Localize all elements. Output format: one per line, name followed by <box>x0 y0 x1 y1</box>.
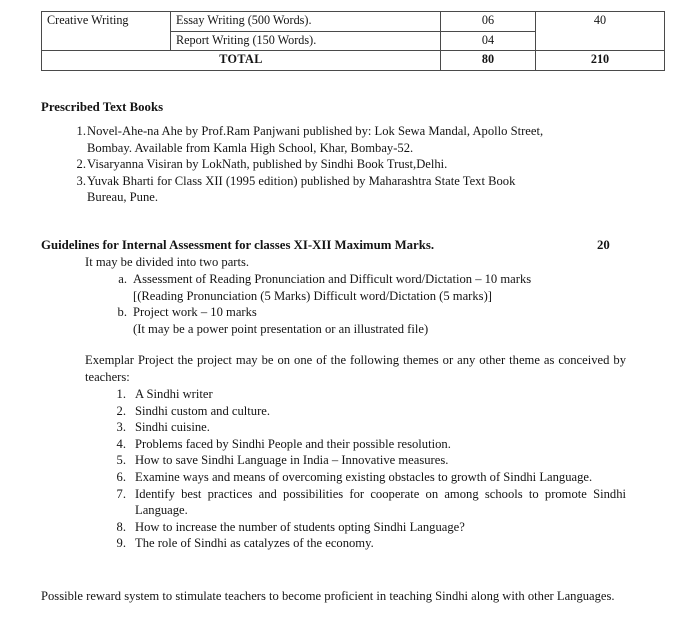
list-item-text: Visaryanna Visiran by LokNath, published by Sindhi Book Trust,Delhi. <box>87 157 448 172</box>
list-item <box>85 419 626 436</box>
table-cell-area: Creative Writing <box>42 12 171 51</box>
table-cell-marks: 04 <box>441 31 536 51</box>
list-item <box>85 304 630 337</box>
list-item-text: Yuvak Bharti for Class XII (1995 edition) published by Maharashtra State Text Book <box>87 173 516 188</box>
list-item-text: Bombay. Available from Kamla High School, Khar, Bombay-52. <box>87 140 414 155</box>
list-item <box>85 403 626 420</box>
list-item-text: Problems faced by Sindhi People and their possible resolution. <box>135 436 451 451</box>
list-item-number: a. <box>118 272 127 286</box>
list-item-number: 2. <box>116 403 126 418</box>
list-item-number: 4. <box>116 436 126 451</box>
list-item-number: 1. <box>76 124 86 138</box>
list-item-text: A Sindhi writer <box>135 387 213 401</box>
list-item-text: How to save Sindhi Language in India – Innovative measures. <box>135 453 449 468</box>
marks-table <box>41 11 665 71</box>
guidelines-intro: It may be divided into two parts. <box>85 255 250 269</box>
list-item-number: 3. <box>116 420 126 435</box>
list-item <box>85 436 626 453</box>
table-cell-grand-total: 210 <box>536 51 665 71</box>
list-item-text: Project work – 10 marks <box>133 305 257 320</box>
list-item-text: Bureau, Pune. <box>87 190 158 205</box>
closing-paragraph: Possible reward system to stimulate teachers to become proficient in teaching Sindhi along with other Languages. <box>41 589 615 603</box>
list-item-continuation: [(Reading Pronunciation (5 Marks) Difficult word/Dictation (5 marks)] <box>133 288 492 303</box>
list-item-number: 1. <box>116 387 126 401</box>
list-item-text: How to increase the number of students opting Sindhi Language? <box>135 519 465 534</box>
list-item <box>85 535 626 552</box>
list-item-text: Identify best practices and possibilities for cooperate on among schools to promote Sindhi Language. <box>135 486 626 518</box>
list-item <box>85 452 626 469</box>
list-item <box>41 173 641 206</box>
table-cell-total-label: TOTAL <box>42 51 441 71</box>
table-cell-total: 40 <box>536 12 665 51</box>
guidelines-heading-row <box>41 237 626 254</box>
list-item-continuation: (It may be a power point presentation or an illustrated file) <box>133 321 429 336</box>
table-cell-description: Report Writing (150 Words). <box>171 31 441 51</box>
list-item-number: 6. <box>116 469 126 484</box>
list-item <box>85 386 626 403</box>
list-item <box>85 469 626 486</box>
list-item-text: Novel-Ahe-na Ahe by Prof.Ram Panjwani published by: Lok Sewa Mandal, Apollo Street, <box>87 124 544 138</box>
guidelines-parts-list <box>85 271 630 337</box>
list-item-number: 7. <box>116 486 126 501</box>
guidelines-max-marks: 20 <box>597 238 610 252</box>
list-item-text: Examine ways and means of overcoming existing obstacles to growth of Sindhi Language. <box>135 469 593 484</box>
exemplar-project-text: Exemplar Project the project may be on one of the following themes or any other theme as conceived by teachers: <box>85 353 626 384</box>
list-item <box>41 123 641 156</box>
list-item <box>41 156 641 173</box>
list-item <box>85 486 626 519</box>
prescribed-books-list <box>41 123 641 206</box>
table-cell-total-marks: 80 <box>441 51 536 71</box>
list-item-number: 5. <box>116 453 126 468</box>
prescribed-heading: Prescribed Text Books <box>41 100 164 114</box>
table-cell-marks: 06 <box>441 12 536 32</box>
list-item <box>85 519 626 536</box>
list-item-text: Sindhi custom and culture. <box>135 403 271 418</box>
list-item-number: 3. <box>76 173 86 188</box>
table-row-total <box>42 51 665 71</box>
list-item-text: Assessment of Reading Pronunciation and Difficult word/Dictation – 10 marks <box>133 272 532 286</box>
list-item-number: 2. <box>76 157 86 172</box>
list-item <box>85 271 630 304</box>
list-item-text: The role of Sindhi as catalyzes of the economy. <box>135 536 374 551</box>
table-row <box>42 12 665 32</box>
list-item-text: Sindhi cuisine. <box>135 420 210 435</box>
list-item-number: 8. <box>116 519 126 534</box>
list-item-number: 9. <box>116 536 126 551</box>
guidelines-heading: Guidelines for Internal Assessment for classes XI-XII Maximum Marks. <box>41 238 435 252</box>
themes-list <box>85 386 626 552</box>
table-cell-description: Essay Writing (500 Words). <box>171 12 441 32</box>
list-item-number: b. <box>117 305 127 320</box>
